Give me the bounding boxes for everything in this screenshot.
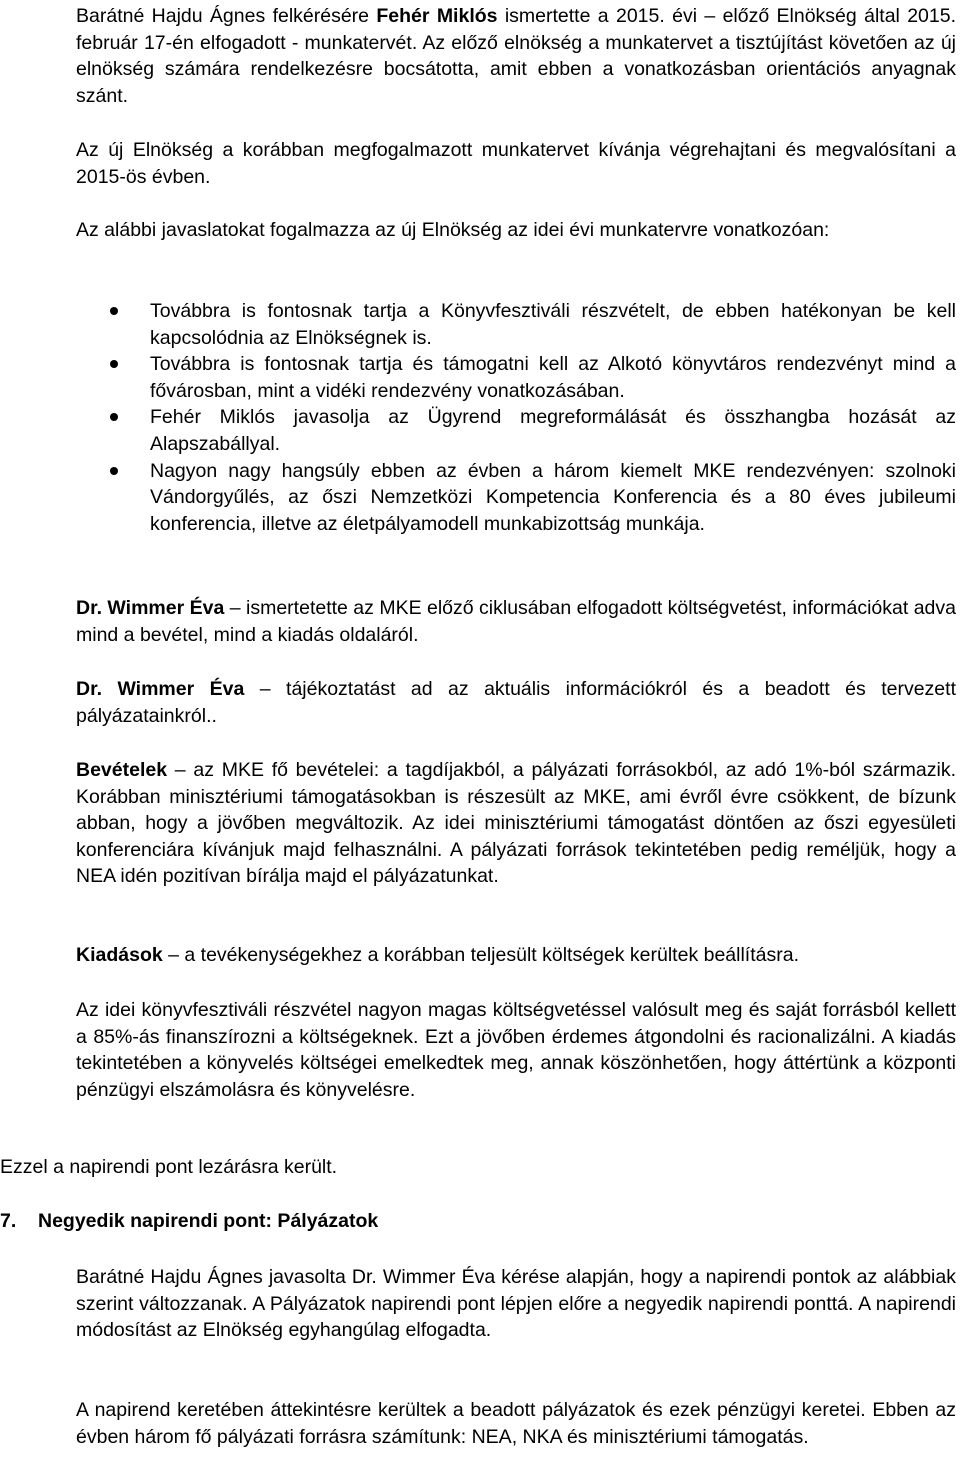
list-item: Továbbra is fontosnak tartja a Könyvfesztiváli részvételt, de ebben hatékonyan be kell kapcsolódnia az Elnökségnek is.: [76, 298, 956, 351]
paragraph-plan: Az új Elnökség a korábban megfogalmazott munkatervet kívánja végrehajtani és megvalósítani a 2015-ös évben.: [76, 139, 956, 188]
speaker-name: Fehér Miklós: [376, 5, 498, 27]
section-heading: [0, 1208, 956, 1235]
speaker-name: Dr. Wimmer Éva: [76, 678, 245, 700]
paragraph-agenda-change: Barátné Hajdu Ágnes javasolta Dr. Wimmer Éva kérése alapján, hogy a napirendi pontok az alábbiak szerint változzanak. A Pályázatok napirendi pont lépjen előre a negyedik napirendi ponttá. A napirendi módosítást az Elnökség egyhangúlag elfogadta.: [76, 1266, 956, 1342]
proposal-list: [76, 298, 956, 537]
list-item: Nagyon nagy hangsúly ebben az évben a három kiemelt MKE rendezvényen: szolnoki Vándorgyűlés, az őszi Nemzetközi Kompetencia Konferencia és a 80 éves jubileumi konferencia, illetve az életpályamodell munkabizottság munkája.: [76, 458, 956, 538]
bullet-icon: [110, 360, 118, 368]
paragraph-intro: Barátné Hajdu Ágnes felkérésére Fehér Miklós ismertette a 2015. évi – előző Elnökség által 2015. február 17-én elfogadott - munkatervét. Az előző elnökség a munkatervet a tisztújítást követően az új elnökség számára rendelkezésre bocsátotta, amit ebben a vonatkozásban orientációs anyagnak szánt.: [76, 5, 957, 107]
paragraph-expenses: Kiadások – a tevékenységekhez a korábban teljesült költségek kerültek beállításra.: [76, 944, 799, 966]
bullet-icon: [110, 413, 118, 421]
bullet-icon: [110, 307, 118, 315]
section-title: Negyedik napirendi pont: Pályázatok: [38, 1210, 379, 1232]
list-item: Továbbra is fontosnak tartja és támogatni kell az Alkotó könyvtáros rendezvényt mind a fővárosban, mint a vidéki rendezvény vonatkozásában.: [76, 351, 956, 404]
term-label: Bevételek: [76, 759, 168, 781]
term-label: Kiadások: [76, 944, 163, 966]
section-number: 7.: [0, 1210, 17, 1232]
speaker-name: Dr. Wimmer Éva: [76, 597, 225, 619]
paragraph-income: Bevételek – az MKE fő bevételei: a tagdíjakból, a pályázati forrásokból, az adó 1%-ból származik. Korábban minisztériumi támogatásokban is részesült az MKE, ami évről évre csökkent, de bízunk abban, hogy a jövőben megváltozik. Az idei minisztériumi támogatást döntően az őszi egyesületi konferenciára kívánjuk majd felhasználni. A pályázati források tekintetében pedig reméljük, hogy a NEA idén pozitívan bírálja majd el pályázatunkat.: [76, 759, 956, 888]
list-item: Fehér Miklós javasolja az Ügyrend megreformálását és összhangba hozását az Alapszabállyal.: [76, 404, 956, 457]
bullet-icon: [110, 467, 118, 475]
paragraph-budget: Dr. Wimmer Éva – ismertetette az MKE előző ciklusában elfogadott költségvetést, információkat adva mind a bevétel, mind a kiadás oldaláról.: [76, 597, 956, 646]
paragraph-closing: Ezzel a napirendi pont lezárásra került.: [0, 1156, 338, 1178]
paragraph-information: Dr. Wimmer Éva – tájékoztatást ad az aktuális információkról és a beadott és tervezett pályázatainkról..: [76, 678, 956, 727]
paragraph-bookfair: Az idei könyvfesztiváli részvétel nagyon magas költségvetéssel valósult meg és saját forrásból kellett a 85%-ás finanszírozni a költségeknek. Ezt a jövőben érdemes átgondolni és racionalizálni. A kiadás tekintetében a könyvelés költségei emelkedtek meg, annak köszönhetően, hogy áttértünk a központi pénzügyi elszámolásra és könyvelésre.: [76, 999, 956, 1101]
paragraph-proposals: Az alábbi javaslatokat fogalmazza az új Elnökség az idei évi munkatervre vonatkozóan:: [76, 219, 830, 241]
paragraph-applications: A napirend keretében áttekintésre kerültek a beadott pályázatok és ezek pénzügyi keretei. Ebben az évben három fő pályázati forrásra számítunk: NEA, NKA és minisztériumi támogatás.: [76, 1399, 956, 1448]
